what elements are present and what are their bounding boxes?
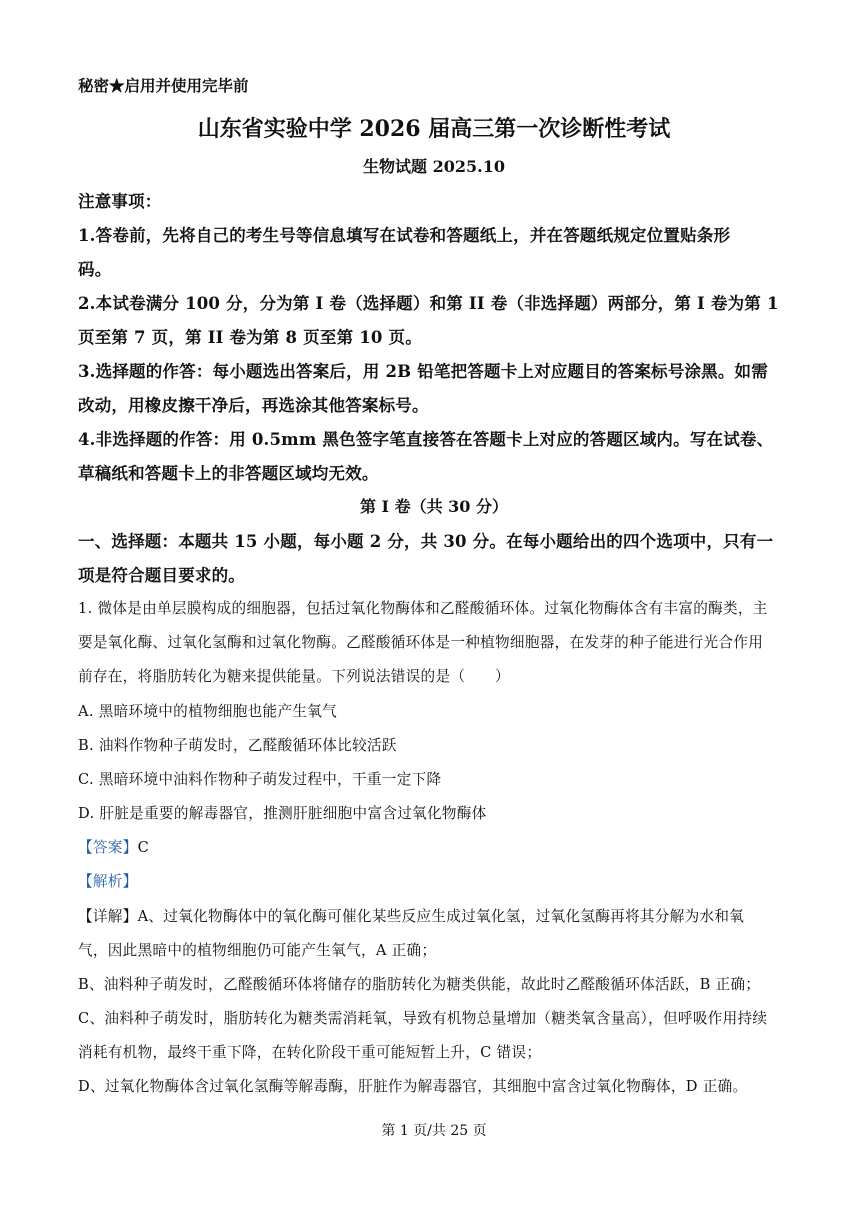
notice-heading: 注意事项： (78, 192, 162, 211)
notice-line: 页至第 7 页，第 II 卷为第 8 页至第 10 页。 (78, 328, 422, 347)
question-stem-line: 1. 微体是由单层膜构成的细胞器，包括过氧化物酶体和乙醛酸循环体。过氧化物酶体含有丰富的酶类，主 (78, 600, 768, 617)
answer-value: C (137, 839, 150, 856)
exam-subtitle: 生物试题 2025.10 (363, 157, 505, 176)
analysis-line (78, 870, 790, 891)
question-stem-line: 要是氧化酶、过氧化氢酶和过氧化物酶。乙醛酸循环体是一种植物细胞器，在发芽的种子能进行光合作用 (78, 634, 764, 651)
detail-line: 气，因此黑暗中的植物细胞仍可能产生氧气，A 正确； (78, 942, 437, 959)
section-title: 第 I 卷（共 30 分） (359, 497, 509, 516)
notice-line: 1.答卷前，先将自己的考生号等信息填写在试卷和答题纸上，并在答题纸规定位置贴条形 (78, 226, 731, 245)
section-instruction: 项是符合题目要求的。 (78, 566, 245, 585)
option-d: D. 肝脏是重要的解毒器官，推测肝脏细胞中富含过氧化物酶体 (78, 805, 487, 822)
notice-line: 2.本试卷满分 100 分，分为第 I 卷（选择题）和第 II 卷（非选择题）两部分，第 I 卷为第 1 (78, 294, 779, 313)
notice-line: 草稿纸和答题卡上的非答题区域均无效。 (78, 464, 379, 483)
notice-line: 码。 (78, 260, 112, 279)
option-a: A. 黑暗环境中的植物细胞也能产生氧气 (78, 703, 338, 720)
answer-line (78, 836, 790, 857)
detail-tag: 【详解】 (78, 908, 138, 925)
section-instruction: 一、选择题：本题共 15 小题，每小题 2 分，共 30 分。在每小题给出的四个选项中，只有一 (78, 532, 774, 551)
option-b: B. 油料作物种子萌发时，乙醛酸循环体比较活跃 (78, 737, 397, 754)
detail-line (78, 905, 790, 926)
notice-line: 改动，用橡皮擦干净后，再选涂其他答案标号。 (78, 396, 429, 415)
detail-line: 消耗有机物，最终干重下降，在转化阶段干重可能短暂上升，C 错误； (78, 1044, 542, 1061)
option-c: C. 黑暗环境中油料作物种子萌发过程中，干重一定下降 (78, 771, 442, 788)
confidential-label: 秘密★启用并使用完毕前 (78, 76, 249, 95)
page-number: 第 1 页/共 25 页 (381, 1123, 487, 1139)
detail-line: C、油料种子萌发时，脂肪转化为糖类需消耗氧，导致有机物总量增加（糖类氧含量高），但呼吸作用持续 (78, 1010, 768, 1027)
answer-tag: 【答案】 (78, 839, 138, 856)
detail-line: D、过氧化物酶体含过氧化氢酶等解毒酶，肝脏作为解毒器官，其细胞中富含过氧化物酶体，D 正确。 (78, 1078, 748, 1095)
analysis-tag: 【解析】 (78, 873, 138, 890)
detail-line: B、油料种子萌发时，乙醛酸循环体将储存的脂肪转化为糖类供能，故此时乙醛酸循环体活跃，B 正确； (78, 976, 761, 993)
question-stem-line: 前存在，将脂肪转化为糖来提供能量。下列说法错误的是（ ） (78, 668, 510, 685)
notice-line: 4.非选择题的作答：用 0.5mm 黑色签字笔直接答在答题卡上对应的答题区域内。写在试卷、 (78, 430, 774, 449)
notice-line: 3.选择题的作答：每小题选出答案后，用 2B 铅笔把答题卡上对应题目的答案标号涂黑。如需 (78, 362, 768, 381)
exam-title: 山东省实验中学 2026 届高三第一次诊断性考试 (197, 116, 671, 142)
detail-text: A、过氧化物酶体中的氧化酶可催化某些反应生成过氧化氢，过氧化氢酶再将其分解为水和氧 (137, 908, 745, 925)
